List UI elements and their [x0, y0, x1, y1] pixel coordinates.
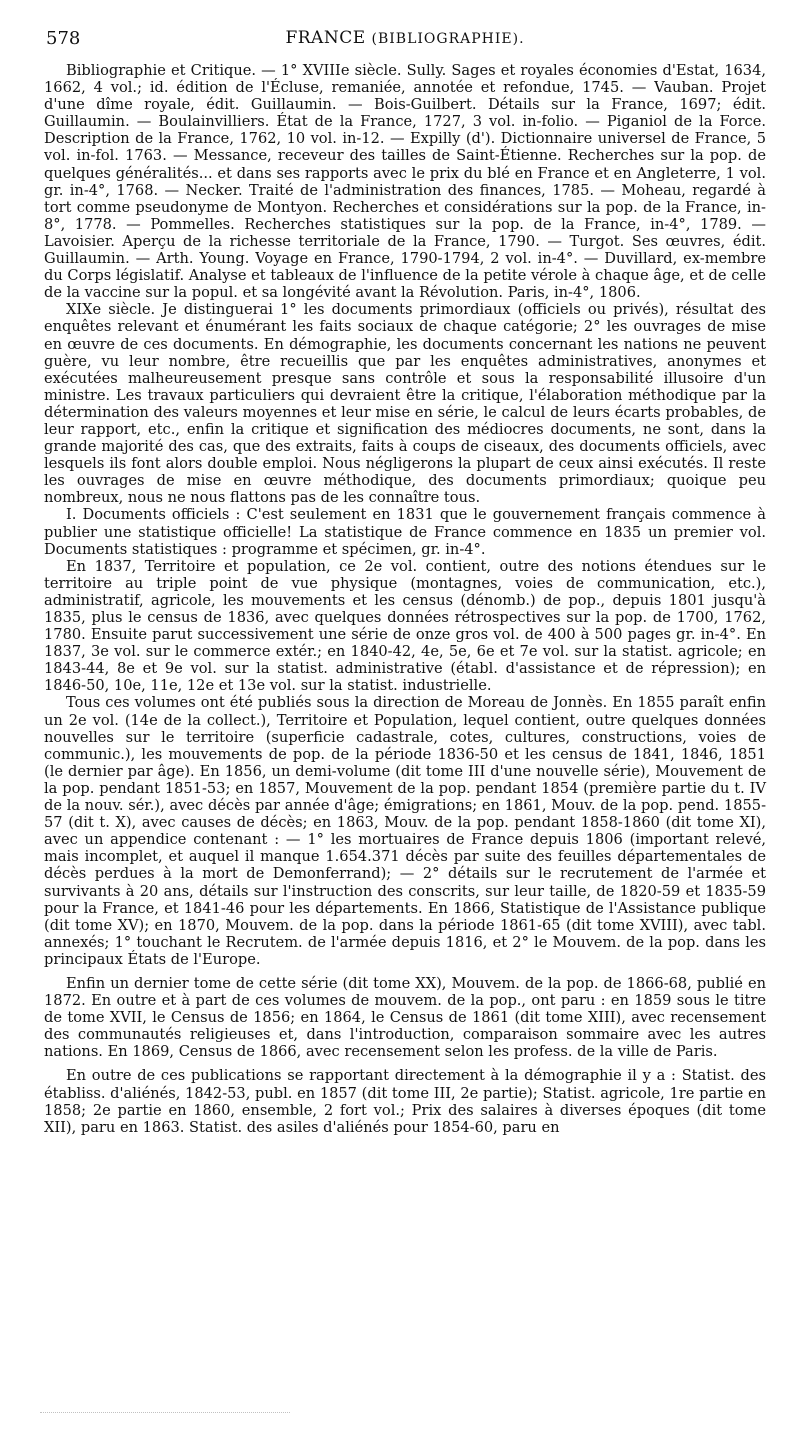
paragraph-dernier-tome: Enfin un dernier tome de cette série (dit tome XX), Mouvem. de la pop. de 1866-68, publié en 1872. En outre et à part de ces volumes de mouvem. de la pop., ont paru : en 1859 sous le titre de tome XVII, le Census de 1856; en 1864, le Census de 1861 (dit tome XIII), avec recensement des communautés religieuses et, dans l'introduction, comparaison sommaire avec les autres nations. En 1869, Census de 1866, avec recensement selon les profess. de la ville de Paris. [44, 974, 766, 1061]
paragraph-bibliographie-xviiie: Bibliographie et Critique. — 1° XVIIIe siècle. Sully. Sages et royales économies d'Estat, 1634, 1662, 4 vol.; id. édition de l'Écluse, remaniée, annotée et refondue, 1745. — Vauban. Projet d'une dîme royale, édit. Guillaumin. — Bois-Guilbert. Détails sur la France, 1697; édit. Guillaumin. — Boulainvilliers. État de la France, 1727, 3 vol. in-folio. — Piganiol de la Force. Description de la France, 1762, 10 vol. in-12. — Expilly (d'). Dictionnaire universel de France, 5 vol. in-fol. 1763. — Messance, receveur des tailles de Saint-Étienne. Recherches sur la pop. de quelques généralités... et dans ses rapports avec le prix du blé en France et en Angleterre, 1 vol. gr. in-4°, 1768. — Necker. Traité de l'administration des finances, 1785. — Moheau, regardé à tort comme pseudonyme de Montyon. Recherches et considérations sur la pop. de la France, in-8°, 1778. — Pommelles. Recherches statistiques sur la pop. de la France, in-4°, 1789. — Lavoisier. Aperçu de la richesse territoriale de la France, 1790. — Turgot. Ses œuvres, édit. Guillaumin. — Arth. Young. Voyage en France, 1790-1794, 2 vol. in-4°. — Duvillard, ex-membre du Corps législatif. Analyse et tableaux de l'influence de la petite vérole à chaque âge, et de celle de la vaccine sur la popul. et sa longévité avant la Révolution. Paris, in-4°, 1806. [44, 62, 766, 302]
running-head-subtitle: (BIBLIOGRAPHIE). [371, 31, 525, 47]
page-header [44, 28, 766, 62]
running-head-title: FRANCE [285, 28, 366, 48]
paragraph-documents-officiels: I. Documents officiels : C'est seulement en 1831 que le gouvernement français commence à publier une statistique officielle! La statistique de France commence en 1835 un premier vol. Documents statistiques : programme et spécimen, gr. in-4°. [44, 506, 766, 558]
page-number: 578 [46, 28, 81, 49]
footer-rule [40, 1412, 290, 1421]
running-head [44, 28, 766, 48]
document-page [44, 28, 766, 1136]
paragraph-xixe-siecle: XIXe siècle. Je distinguerai 1° les documents primordiaux (officiels ou privés), résultat des enquêtes relevant et énumérant les faits sociaux de chaque catégorie; 2° les ouvrages de mise en œuvre de ces documents. En démographie, les documents concernant les nations ne peuvent guère, vu leur nombre, être recueillis que par les enquêtes administratives, anonymes et exécutées malheureusement presque sans contrôle et sous la responsabilité illusoire d'un ministre. Les travaux particuliers qui devraient être la critique, l'élaboration méthodique par la détermination des valeurs moyennes et leur mise en série, le calcul de leurs écarts probables, de leur rapport, etc., enfin la critique et signification des médiocres documents, ne sont, dans la grande majorité des cas, que des extraits, faits à coups de ciseaux, des documents officiels, avec lesquels ils font alors double emploi. Nous négligerons la plupart de ceux ainsi exécutés. Il reste les ouvrages de mise en œuvre méthodique, des documents primordiaux; quoique peu nombreux, nous ne nous flattons pas de les connaître tous. [44, 301, 766, 507]
paragraph-territoire-population: En 1837, Territoire et population, ce 2e vol. contient, outre des notions étendues sur le territoire au triple point de vue physique (montagnes, voies de communication, etc.), administratif, agricole, les mouvements et les census (dénomb.) de pop., depuis 1801 jusqu'à 1835, plus le census de 1836, avec quelques données rétrospectives sur la pop. de 1700, 1762, 1780. Ensuite parut successivement une série de onze gros vol. de 400 à 500 pages gr. in-4°. En 1837, 3e vol. sur le commerce extér.; en 1840-42, 4e, 5e, 6e et 7e vol. sur la statist. agricole; en 1843-44, 8e et 9e vol. sur la statist. administrative (établ. d'assistance et de répression); en 1846-50, 10e, 11e, 12e et 13e vol. sur la statist. industrielle. [44, 557, 766, 695]
paragraph-autres-publications: En outre de ces publications se rapportant directement à la démographie il y a : Statist. des établiss. d'aliénés, 1842-53, publ. en 1857 (dit tome III, 2e partie); Statist. agricole, 1re partie en 1858; 2e partie en 1860, ensemble, 2 fort vol.; Prix des salaires à diverses époques (dit tome XII), paru en 1863. Statist. des asiles d'aliénés pour 1854-60, paru en [44, 1067, 766, 1136]
paragraph-moreau-de-jonnes: Tous ces volumes ont été publiés sous la direction de Moreau de Jonnès. En 1855 paraît enfin un 2e vol. (14e de la collect.), Territoire et Population, lequel contient, outre quelques données nouvelles sur le territoire (superficie cadastrale, cotes, cultures, constructions, voies de communic.), les mouvements de pop. de la période 1836-50 et les census de 1841, 1846, 1851 (le dernier par âge). En 1856, un demi-volume (dit tome III d'une nouvelle série), Mouvement de la pop. pendant 1851-53; en 1857, Mouvement de la pop. pendant 1854 (première partie du t. IV de la nouv. sér.), avec décès par année d'âge; émigrations; en 1861, Mouv. de la pop. pend. 1855-57 (dit t. X), avec causes de décès; en 1863, Mouv. de la pop. pendant 1858-1860 (dit tome XI), avec un appendice contenant : — 1° les mortuaires de France depuis 1806 (important relevé, mais incomplet, et auquel il manque 1.654.371 décès par suite des feuilles départementales de décès perdues à la mort de Demonferrand); — 2° détails sur le recrutement de l'armée et survivants à 20 ans, détails sur l'instruction des conscrits, sur leur taille, de 1820-59 et 1835-59 pour la France, et 1841-46 pour les départements. En 1866, Statistique de l'Assistance publique (dit tome XV); en 1870, Mouvem. de la pop. dans la période 1861-65 (dit tome XVIII), avec tabl. annexés; 1° touchant le Recrutem. de l'armée depuis 1816, et 2° le Mouvem. de la pop. dans les principaux États de l'Europe. [44, 694, 766, 968]
